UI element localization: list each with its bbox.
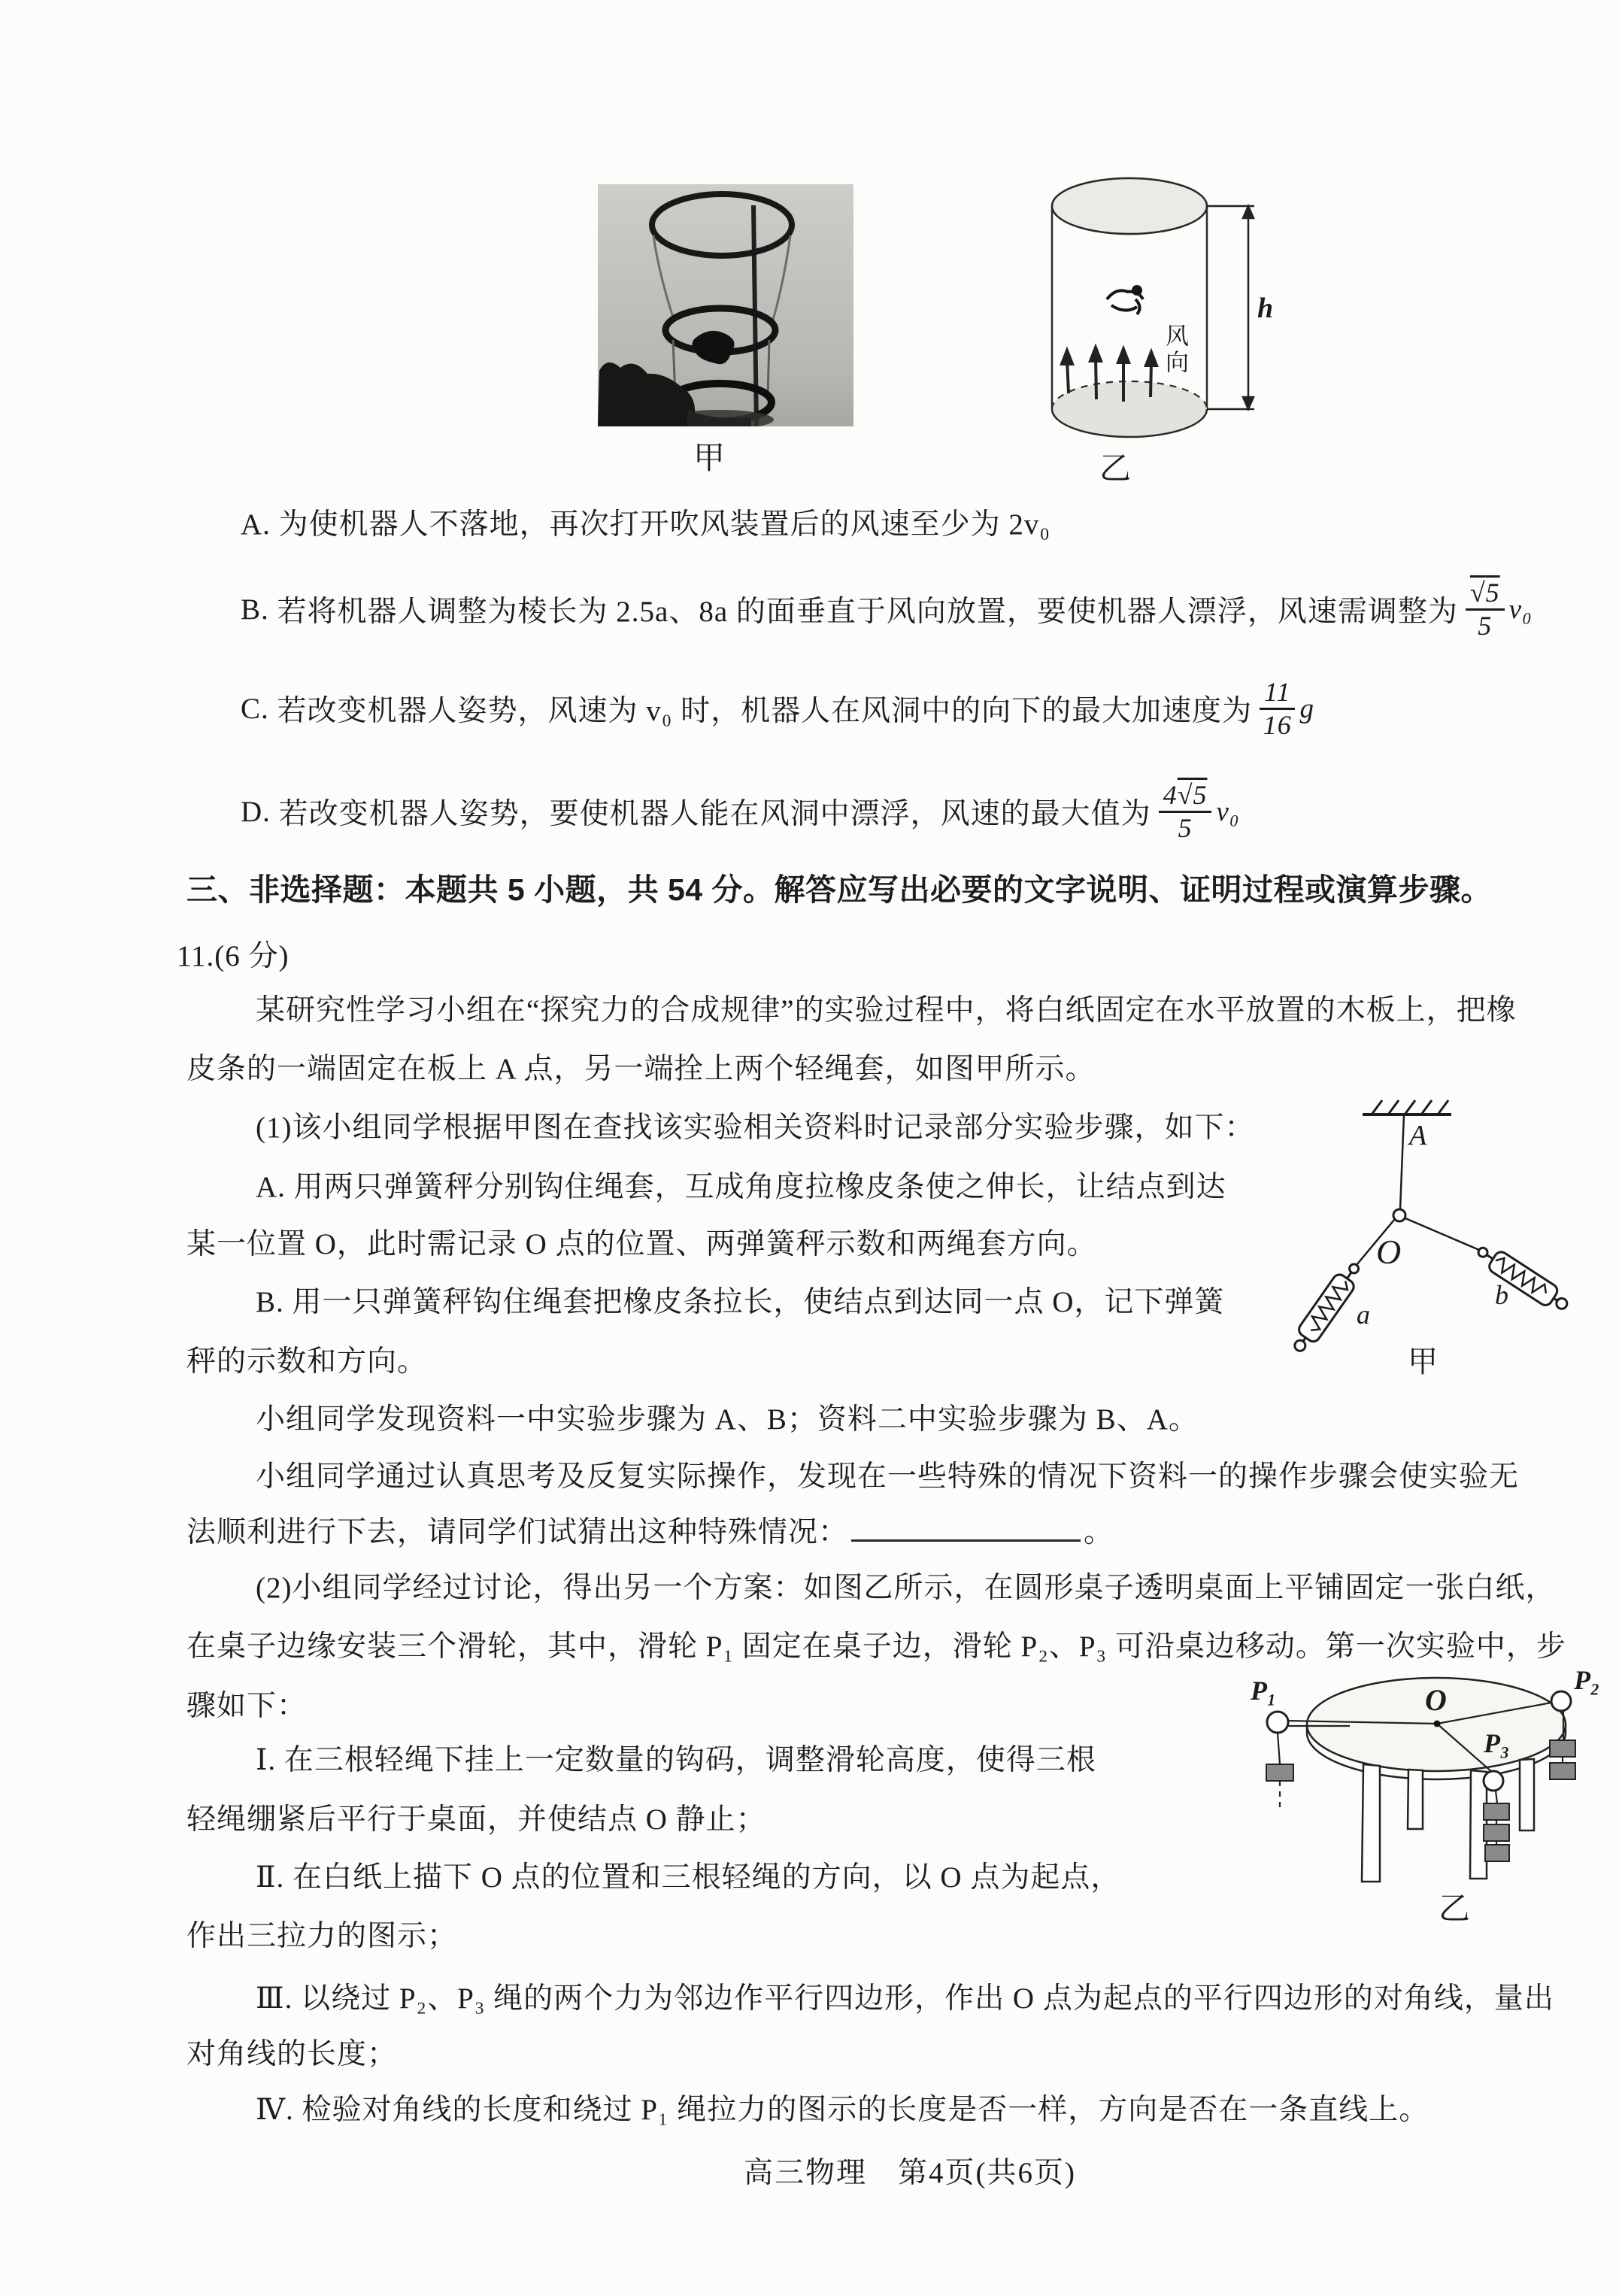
cylinder-diagram xyxy=(1032,170,1280,471)
table-o-label: O xyxy=(1425,1683,1447,1717)
robot-sketch xyxy=(1107,285,1143,314)
height-label: h xyxy=(1257,293,1274,324)
question-line: Ⅱ. 在白纸上描下 O 点的位置和三根轻绳的方向，以 O 点为起点， xyxy=(256,1861,1121,1894)
point-a-label: A xyxy=(1409,1120,1427,1151)
pulley-p3-label: P₃ xyxy=(1484,1728,1510,1758)
question-line: 骤如下： xyxy=(186,1690,308,1722)
question-line: Ⅳ. 检验对角线的长度和绕过 P₁ 绳拉力的图示的长度是否一样，方向是否在一条直线上。 xyxy=(256,2094,1429,2126)
weight xyxy=(1550,1740,1575,1757)
cylinder-caption: 乙 xyxy=(1099,452,1132,487)
question-line: 秤的示数和方向。 xyxy=(186,1345,428,1378)
numerator: 4 xyxy=(1163,780,1178,811)
question-line: 小组同学发现资料一中实验步骤为 A、B；资料二中实验步骤为 B、A。 xyxy=(256,1403,1199,1436)
ceiling-hatching xyxy=(1363,1100,1451,1115)
question-line: 作出三拉力的图示； xyxy=(186,1920,458,1952)
spring-a-label: a xyxy=(1357,1300,1370,1330)
radicand: √ 5 xyxy=(1178,780,1208,810)
option-d-fraction xyxy=(1159,780,1212,843)
pulley-p3 xyxy=(1484,1771,1503,1791)
option-c-suffix: g xyxy=(1299,693,1314,724)
spring-experiment-diagram xyxy=(1287,1096,1588,1397)
radicand: √ 5 xyxy=(1470,578,1500,608)
option-d xyxy=(241,760,1240,863)
question-11-number: 11.(6 分) xyxy=(177,940,290,972)
knot-o-dot xyxy=(1434,1721,1441,1727)
question-line: (2)小组同学经过讨论，得出另一个方案：如图乙所示，在圆形桌子透明桌面上平铺固定一张白纸， xyxy=(256,1572,1556,1604)
section-3-header: 三、非选择题：本题共 5 小题，共 54 分。解答应写出必要的文字说明、证明过程或演算步骤。 xyxy=(186,872,1492,907)
question-line: 某研究性学习小组在“探究力的合成规律”的实验过程中，将白纸固定在水平放置的木板上，把橡 xyxy=(256,994,1517,1027)
knot-ring xyxy=(1393,1209,1405,1221)
question-line: 对角线的长度； xyxy=(186,2038,398,2070)
question-line: 轻绳绷紧后平行于桌面，并使结点 O 静止； xyxy=(186,1803,766,1836)
option-b-label: B. xyxy=(241,593,269,626)
question-line: A. 用两只弹簧秤分别钩住绳套，互成角度拉橡皮条使之伸长，让结点到达 xyxy=(256,1171,1226,1203)
option-a xyxy=(241,501,1051,543)
blank-line-pre: 法顺利进行下去，请同学们试猜出这种特殊情况： xyxy=(186,1516,849,1548)
question-line: 皮条的一端固定在板上 A 点，另一端拴上两个轻绳套，如图甲所示。 xyxy=(186,1053,1096,1085)
question-line: 小组同学通过认真思考及反复实际操作，发现在一些特殊的情况下资料一的操作步骤会使实验无 xyxy=(256,1460,1520,1493)
question-line-with-blank xyxy=(186,1509,1114,1551)
denominator: 5 xyxy=(1178,812,1193,843)
option-c xyxy=(241,659,1314,758)
diagram-yi-caption: 乙 xyxy=(1439,1892,1471,1927)
option-c-label: C. xyxy=(241,692,269,725)
point-o-label: O xyxy=(1376,1233,1402,1271)
spring-b-label: b xyxy=(1495,1280,1508,1310)
spring-scale-a xyxy=(1288,1258,1366,1356)
option-d-text: 若改变机器人姿势，要使机器人能在风洞中漂浮，风速的最大值为 xyxy=(278,798,1151,830)
answer-blank xyxy=(851,1510,1081,1542)
denominator: 5 xyxy=(1478,610,1493,641)
option-b-fraction xyxy=(1466,578,1505,641)
numerator: 11 xyxy=(1264,677,1291,708)
question-line: (1)该小组同学根据甲图在查找该实验相关资料时记录部分实验步骤，如下： xyxy=(256,1112,1255,1144)
photo-caption: 甲 xyxy=(693,441,726,476)
option-d-label: D. xyxy=(241,795,271,828)
denominator: 16 xyxy=(1263,709,1292,740)
option-a-label: A. xyxy=(241,508,271,541)
pulley-p2 xyxy=(1551,1691,1571,1711)
spring-scale-b xyxy=(1473,1240,1572,1315)
question-line: 在桌子边缘安装三个滑轮，其中，滑轮 P₁ 固定在桌子边，滑轮 P₂、P₃ 可沿桌边移动。第一次实验中，步 xyxy=(186,1630,1566,1663)
pulley-p1-label: P₁ xyxy=(1251,1676,1277,1706)
pulley-p1 xyxy=(1267,1712,1288,1733)
question-line: 某一位置 O，此时需记录 O 点的位置、两弹簧秤示数和两绳套方向。 xyxy=(186,1228,1097,1260)
weight xyxy=(1484,1803,1509,1820)
page-footer: 高三物理 第4页(共6页) xyxy=(744,2157,1076,2189)
option-d-suffix: v₀ xyxy=(1216,796,1240,827)
option-b xyxy=(241,557,1533,662)
option-c-text: 若改变机器人姿势，风速为 v₀ 时，机器人在风洞中的向下的最大加速度为 xyxy=(277,695,1253,727)
wind-tunnel-photo xyxy=(598,184,853,426)
height-dimension xyxy=(1207,206,1254,409)
wind-direction-label: 风向 xyxy=(1162,323,1188,376)
question-line: B. 用一只弹簧秤钩住绳套把橡皮条拉长，使结点到达同一点 O，记下弹簧 xyxy=(256,1286,1225,1318)
weight xyxy=(1484,1824,1509,1841)
option-a-text: 为使机器人不落地，再次打开吹风装置后的风速至少为 2v₀ xyxy=(278,508,1051,541)
option-b-text: 若将机器人调整为棱长为 2.5a、8a 的面垂直于风向放置，要使机器人漂浮，风速需调整为 xyxy=(277,596,1458,628)
pulley-p2-label: P₂ xyxy=(1574,1668,1600,1695)
weight xyxy=(1485,1845,1509,1861)
option-c-fraction xyxy=(1260,677,1295,740)
weight xyxy=(1266,1764,1293,1781)
question-line: Ⅲ. 以绕过 P₂、P₃ 绳的两个力为邻边作平行四边形，作出 O 点为起点的平行四边形的对角线，量出 xyxy=(256,1982,1554,2015)
weight xyxy=(1550,1763,1575,1779)
table-pulley-diagram xyxy=(1245,1668,1622,1935)
diagram-jia-caption: 甲 xyxy=(1408,1345,1438,1379)
option-b-suffix: v₀ xyxy=(1508,593,1533,625)
question-line: Ⅰ. 在三根轻绳下挂上一定数量的钩码，调整滑轮高度，使得三根 xyxy=(256,1744,1096,1776)
blank-line-post: 。 xyxy=(1084,1516,1114,1548)
